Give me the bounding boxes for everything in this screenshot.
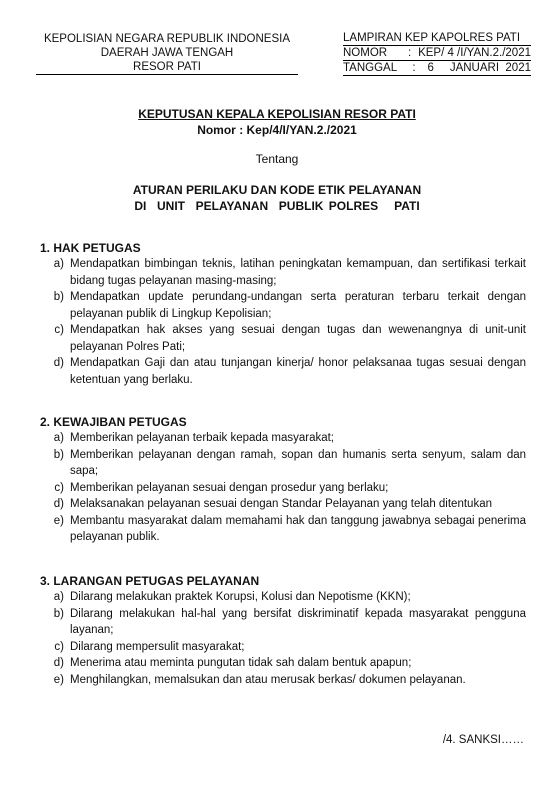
section-heading: 2. KEWAJIBAN PETUGAS — [40, 415, 187, 429]
list-item-text: Menerima atau meminta pungutan tidak sah dalam bentuk apapun; — [70, 657, 412, 669]
list-item — [40, 322, 526, 355]
header-underline — [36, 74, 298, 75]
list-item-text: Melaksanakan pelayanan sesuai dengan Standar Pelayanan yang telah ditentukan — [70, 498, 492, 510]
list-item-label: b) — [53, 607, 64, 620]
list-item — [40, 355, 526, 388]
list-item-label: e) — [53, 673, 64, 686]
list-item-text: Mendapatkan Gaji dan atau tunjangan kinerja/ honor pelaksanaa tugas sesuai dengan ketentuan yang berlaku. — [70, 357, 526, 386]
list-item — [40, 480, 526, 497]
section-rights — [40, 241, 526, 388]
number-separator: : — [408, 47, 412, 59]
list-item-label: d) — [53, 657, 64, 669]
list-item-label: b) — [53, 448, 64, 461]
attachment-label: LAMPIRAN KEP KAPOLRES PATI — [343, 32, 521, 44]
list-item-text: Menghilangkan, memalsukan dan atau merusak berkas/ dokumen pelayanan. — [70, 673, 466, 686]
attachment-box — [343, 31, 531, 76]
page-continuation: /4. SANKSI…… — [442, 734, 524, 746]
list-item — [40, 606, 526, 639]
institution-line-1: KEPOLISIAN NEGARA REPUBLIK INDONESIA — [43, 33, 291, 45]
section-heading: 1. HAK PETUGAS — [40, 241, 141, 255]
list-item-text: Memberikan pelayanan dengan ramah, sopan dan humanis serta senyum, salam dan sapa; — [70, 448, 526, 477]
number-row — [343, 46, 531, 61]
date-row — [343, 61, 531, 76]
decree-subject-line-2: DI UNIT PELAYANAN PUBLIK POLRES PATI — [134, 199, 420, 213]
decree-title: KEPUTUSAN KEPALA KEPOLISIAN RESOR PATI — [138, 107, 416, 121]
list-item — [40, 447, 526, 480]
list-item-text: Dilarang melakukan praktek Korupsi, Kolusi dan Nepotisme (KKN); — [70, 591, 411, 603]
list-item — [40, 655, 526, 672]
list-item-text: Memberikan pelayanan sesuai dengan prosedur yang berlaku; — [70, 481, 389, 494]
list-item — [40, 496, 526, 513]
decree-subject-line-1: ATURAN PERILAKU DAN KODE ETIK PELAYANAN — [132, 183, 422, 197]
list-item-label: e) — [53, 514, 64, 527]
date-value: 6 JANUARI 2021 — [427, 62, 531, 74]
list-item-text: Membantu masyarakat dalam memahami hak dan tanggung jawabnya sebagai penerima pelayanan publik. — [70, 514, 526, 543]
date-label: TANGGAL — [343, 62, 398, 74]
institution-line-3: RESOR PATI — [133, 61, 201, 73]
list-item-text: Memberikan pelayanan terbaik kepada masyarakat; — [70, 432, 335, 444]
institution-line-2: DAERAH JAWA TENGAH — [100, 47, 234, 59]
decree-number: Nomor : Kep/4/I/YAN.2./2021 — [197, 123, 357, 137]
list-item — [40, 289, 526, 322]
list-item-text: Dilarang melakukan hal-hal yang bersifat diskriminatif kepada masyarakat pengguna layanan; — [70, 607, 526, 636]
list-item — [40, 672, 526, 689]
list-item — [40, 256, 526, 289]
list-item-text: Mendapatkan bimbingan teknis, latihan peningkatan kemampuan, dan sertifikasi terkait bidang tugas pelayanan masing-masing; — [70, 258, 526, 287]
list-item — [40, 430, 526, 447]
list-item — [40, 639, 526, 656]
list-item-label: d) — [53, 498, 64, 510]
list-item-label: a) — [53, 432, 64, 444]
number-label: NOMOR — [343, 47, 388, 59]
decree-about: Tentang — [255, 152, 299, 166]
number-value: KEP/ 4 /I/YAN.2./2021 — [418, 47, 531, 59]
list-item-label: c) — [54, 640, 64, 653]
list-item-text: Dilarang mempersulit masyarakat; — [70, 640, 245, 653]
list-item-text: Mendapatkan hak akses yang sesuai dengan tugas dan wewenangnya di unit-unit pelayanan Polres Pati; — [70, 324, 526, 353]
list-item — [40, 589, 526, 606]
list-item-label: d) — [53, 357, 64, 369]
list-item-text: Mendapatkan update perundang-undangan serta peraturan terbaru terkait dengan pelayanan publik di Lingkup Kepolisian; — [70, 291, 526, 320]
section-heading: 3. LARANGAN PETUGAS PELAYANAN — [40, 574, 260, 588]
institution-header — [36, 32, 298, 74]
list-item-label: b) — [53, 291, 64, 303]
list-item-label: a) — [53, 591, 64, 603]
list-item-label: c) — [54, 481, 64, 494]
list-item-label: a) — [53, 258, 64, 270]
date-separator: : — [412, 62, 416, 74]
section-prohibitions — [40, 574, 526, 688]
list-item — [40, 513, 526, 546]
attachment-row — [343, 31, 531, 46]
section-obligations — [40, 415, 526, 546]
list-item-label: c) — [54, 324, 64, 336]
